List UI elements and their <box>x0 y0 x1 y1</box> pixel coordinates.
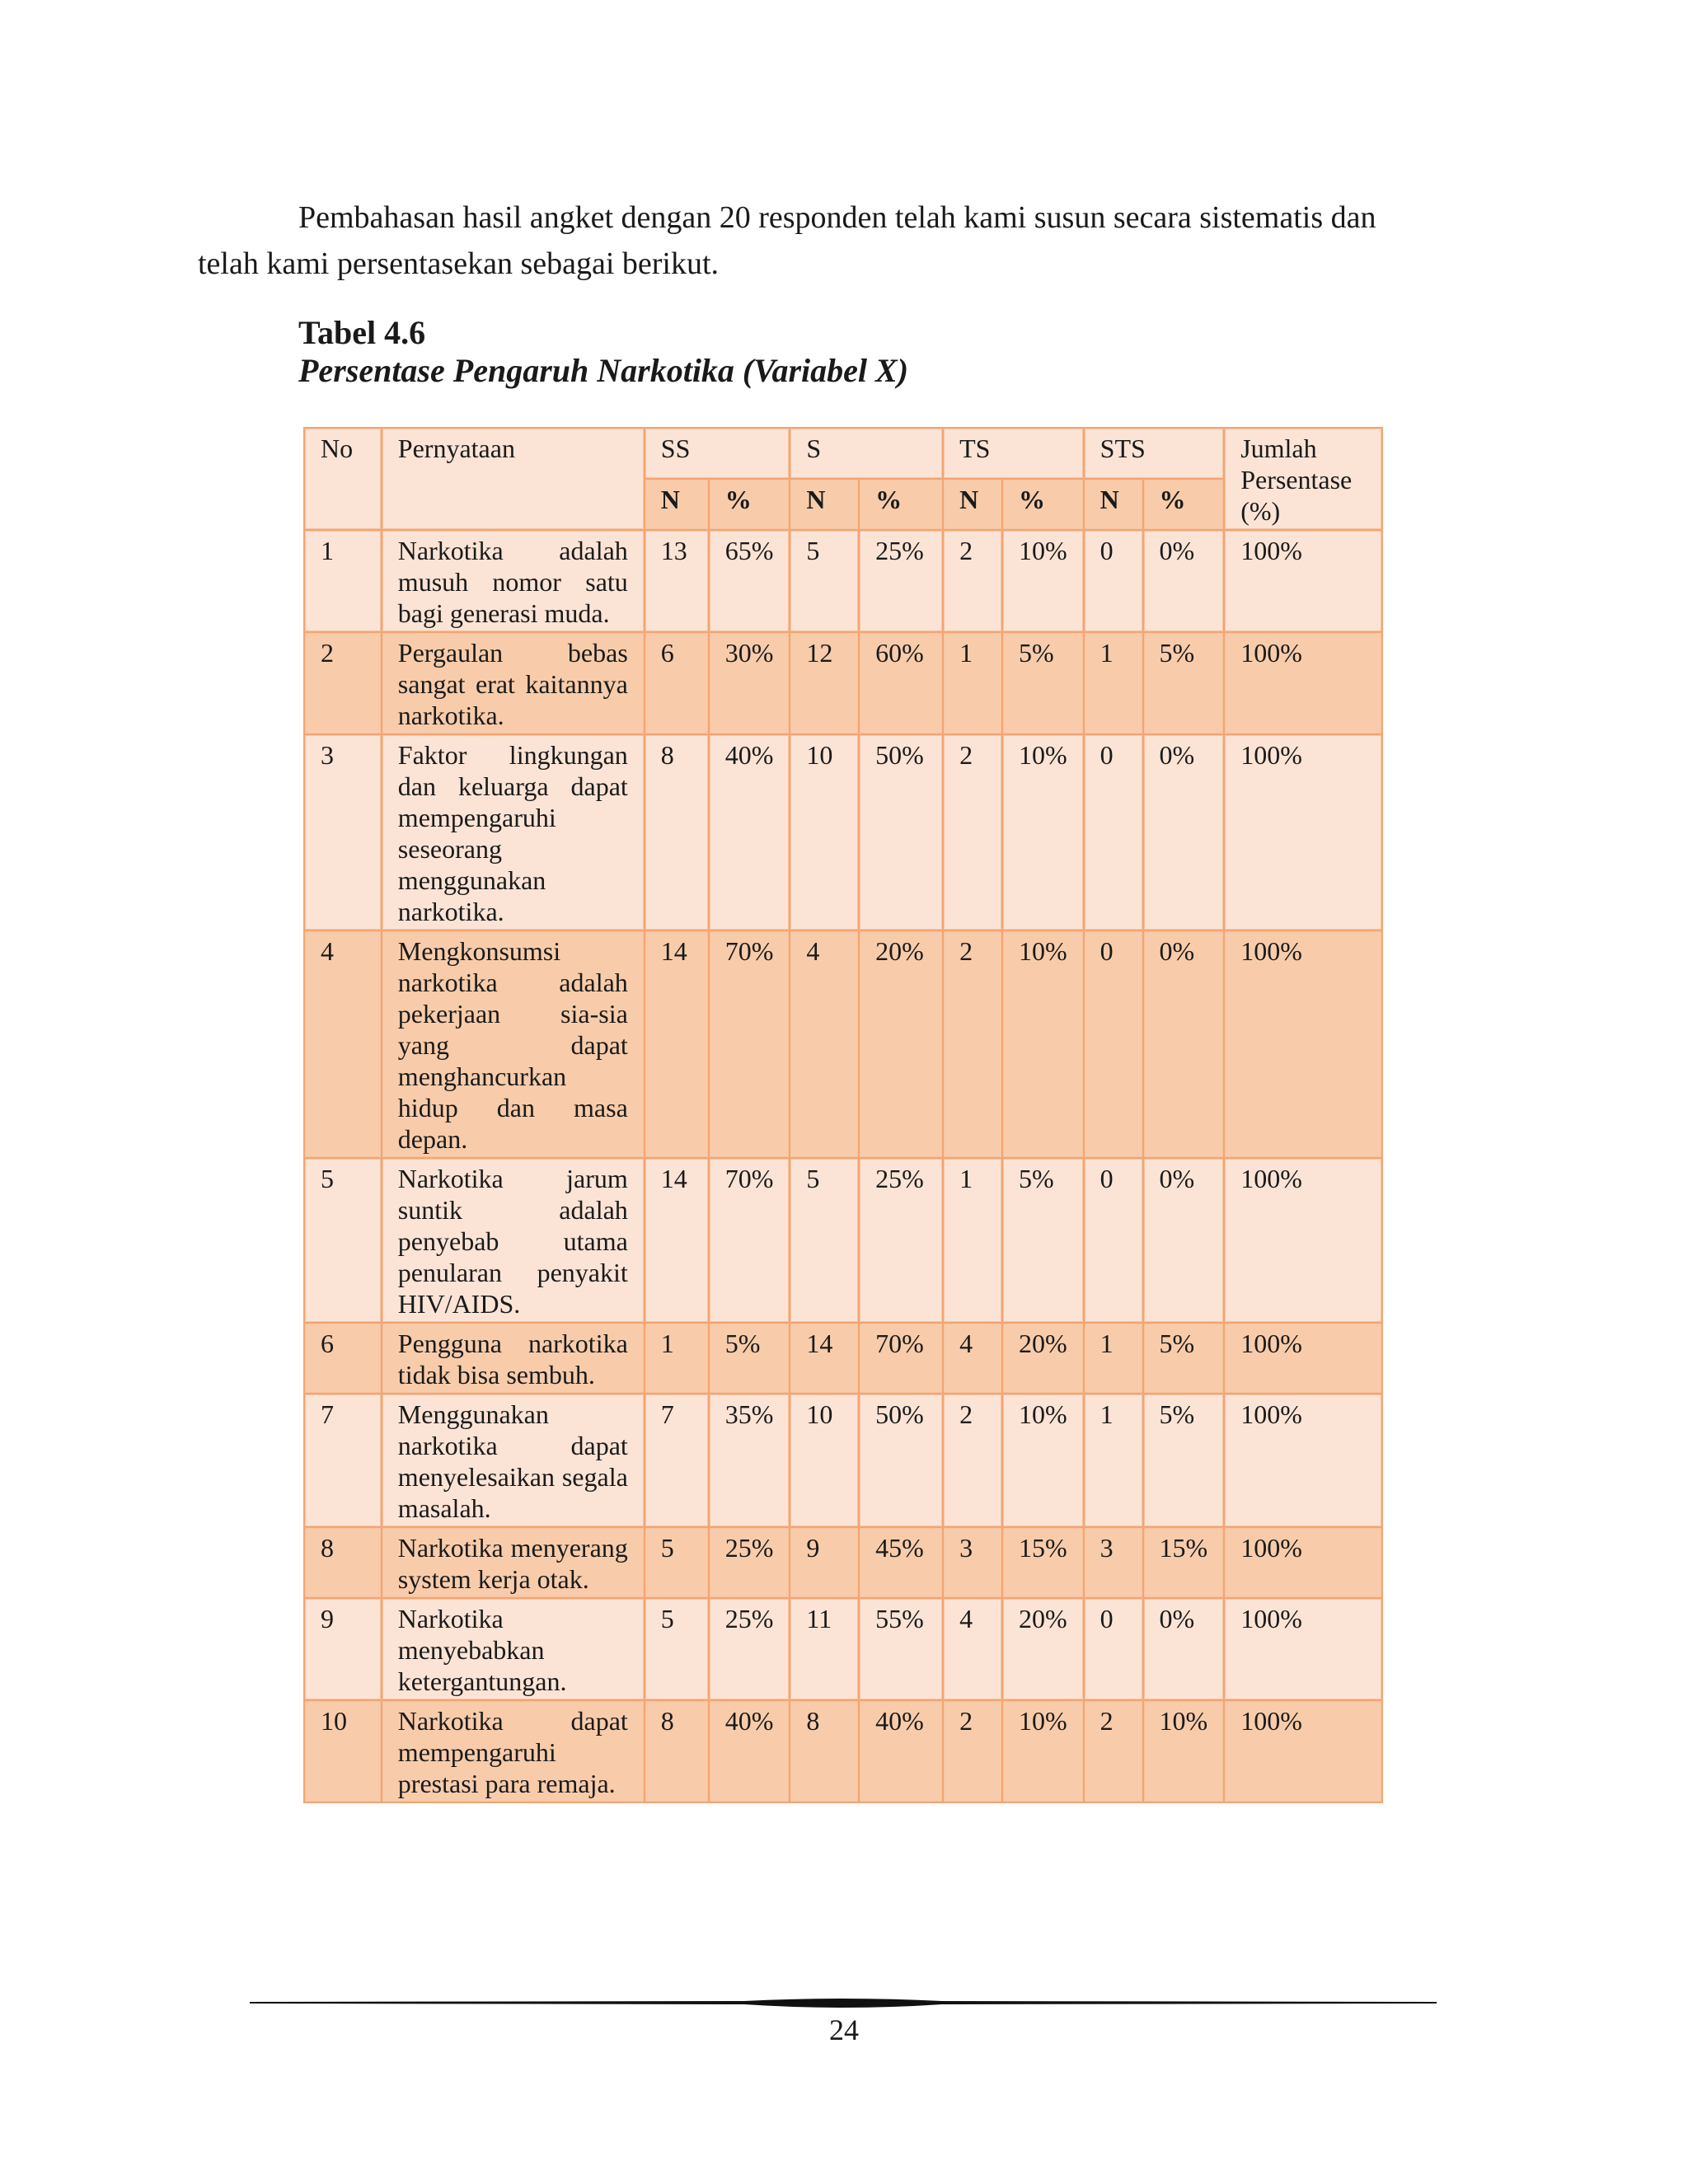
ss-n: 6 <box>645 633 708 733</box>
sts-percent: 15% <box>1144 1528 1224 1597</box>
row-total: 100% <box>1225 1599 1381 1699</box>
table-caption-subtitle: Persentase Pengaruh Narkotika (Variabel X) <box>298 352 909 389</box>
sts-percent: 5% <box>1144 633 1224 733</box>
ts-percent: 10% <box>1003 931 1083 1157</box>
row-statement: Narkotika menyebabkan ketergantungan. <box>382 1599 644 1699</box>
row-no: 4 <box>305 931 381 1157</box>
ss-n: 14 <box>645 931 708 1157</box>
sts-percent: 0% <box>1144 1599 1224 1699</box>
s-n: 14 <box>790 1324 858 1393</box>
ts-percent: 20% <box>1003 1599 1083 1699</box>
header-statement: Pernyataan <box>382 429 644 529</box>
header-group-ss: SS <box>645 429 790 478</box>
s-percent: 20% <box>860 931 942 1157</box>
ts-percent: 10% <box>1003 1394 1083 1526</box>
table-row <box>305 1394 1381 1526</box>
s-percent: 70% <box>860 1324 942 1393</box>
row-total: 100% <box>1225 735 1381 930</box>
table-header-row <box>305 429 1381 478</box>
s-n: 5 <box>790 1159 858 1322</box>
ts-n: 2 <box>944 531 1001 631</box>
sts-percent: 0% <box>1144 735 1224 930</box>
ts-n: 2 <box>944 1394 1001 1526</box>
table-body <box>305 429 1381 1802</box>
ss-n: 14 <box>645 1159 708 1322</box>
s-n: 10 <box>790 735 858 930</box>
table-row <box>305 931 1381 1157</box>
sts-n: 0 <box>1085 1599 1142 1699</box>
ss-n: 1 <box>645 1324 708 1393</box>
sts-n: 1 <box>1085 1324 1142 1393</box>
ts-n: 2 <box>944 1701 1001 1802</box>
sts-percent: 0% <box>1144 1159 1224 1322</box>
table-row <box>305 1159 1381 1322</box>
sts-n: 3 <box>1085 1528 1142 1597</box>
row-statement: Mengkonsumsi narkotika adalah pekerjaan sia-sia yang dapat menghancurkan hidup dan masa depan. <box>382 931 644 1157</box>
ss-percent: 30% <box>710 633 790 733</box>
table-row <box>305 1324 1381 1393</box>
s-percent: 50% <box>860 1394 942 1526</box>
sts-n: 1 <box>1085 1394 1142 1526</box>
ss-percent: 5% <box>710 1324 790 1393</box>
subheader-n: N <box>944 480 1001 529</box>
sts-n: 0 <box>1085 931 1142 1157</box>
s-percent: 25% <box>860 531 942 631</box>
sts-percent: 5% <box>1144 1394 1224 1526</box>
sts-percent: 0% <box>1144 931 1224 1157</box>
ss-percent: 25% <box>710 1528 790 1597</box>
sts-n: 0 <box>1085 1159 1142 1322</box>
sts-n: 0 <box>1085 531 1142 631</box>
row-statement: Menggunakan narkotika dapat menyelesaikan segala masalah. <box>382 1394 644 1526</box>
row-total: 100% <box>1225 633 1381 733</box>
row-total: 100% <box>1225 531 1381 631</box>
sts-percent: 0% <box>1144 531 1224 631</box>
s-n: 4 <box>790 931 858 1157</box>
ts-n: 1 <box>944 633 1001 733</box>
s-n: 11 <box>790 1599 858 1699</box>
row-statement: Narkotika menyerang system kerja otak. <box>382 1528 644 1597</box>
sts-n: 0 <box>1085 735 1142 930</box>
row-total: 100% <box>1225 1394 1381 1526</box>
ts-n: 2 <box>944 931 1001 1157</box>
sts-n: 1 <box>1085 633 1142 733</box>
s-percent: 55% <box>860 1599 942 1699</box>
intro-line-2: telah kami persentasekan sebagai berikut. <box>198 246 720 281</box>
ss-percent: 35% <box>710 1394 790 1526</box>
s-n: 12 <box>790 633 858 733</box>
header-no: No <box>305 429 381 529</box>
row-no: 10 <box>305 1701 381 1802</box>
row-total: 100% <box>1225 1701 1381 1802</box>
ts-n: 4 <box>944 1324 1001 1393</box>
subheader-percent: % <box>1144 480 1224 529</box>
row-no: 9 <box>305 1599 381 1699</box>
page-number: 24 <box>829 2013 859 2046</box>
row-statement: Pengguna narkotika tidak bisa sembuh. <box>382 1324 644 1393</box>
ts-percent: 5% <box>1003 1159 1083 1322</box>
s-percent: 40% <box>860 1701 942 1802</box>
header-group-sts: STS <box>1085 429 1224 478</box>
row-no: 7 <box>305 1394 381 1526</box>
subheader-n: N <box>645 480 708 529</box>
s-percent: 60% <box>860 633 942 733</box>
table-row <box>305 735 1381 930</box>
row-statement: Pergaulan bebas sangat erat kaitannya narkotika. <box>382 633 644 733</box>
row-statement: Narkotika adalah musuh nomor satu bagi generasi muda. <box>382 531 644 631</box>
ts-percent: 20% <box>1003 1324 1083 1393</box>
ss-n: 8 <box>645 735 708 930</box>
header-group-s: S <box>790 429 942 478</box>
table-row <box>305 531 1381 631</box>
ss-percent: 70% <box>710 931 790 1157</box>
header-total: Jumlah Persentase (%) <box>1225 429 1381 529</box>
ss-n: 7 <box>645 1394 708 1526</box>
table-caption-title: Tabel 4.6 <box>298 314 426 351</box>
row-total: 100% <box>1225 1528 1381 1597</box>
row-no: 8 <box>305 1528 381 1597</box>
table-row <box>305 1528 1381 1597</box>
sts-percent: 5% <box>1144 1324 1224 1393</box>
subheader-n: N <box>1085 480 1142 529</box>
ss-percent: 40% <box>710 735 790 930</box>
row-no: 2 <box>305 633 381 733</box>
row-no: 5 <box>305 1159 381 1322</box>
table-row <box>305 1701 1381 1802</box>
intro-paragraph <box>198 194 1492 287</box>
s-n: 10 <box>790 1394 858 1526</box>
row-no: 1 <box>305 531 381 631</box>
sts-percent: 10% <box>1144 1701 1224 1802</box>
percentage-table <box>303 427 1383 1803</box>
s-n: 9 <box>790 1528 858 1597</box>
row-statement: Narkotika jarum suntik adalah penyebab utama penularan penyakit HIV/AIDS. <box>382 1159 644 1322</box>
ts-percent: 5% <box>1003 633 1083 733</box>
row-total: 100% <box>1225 931 1381 1157</box>
ss-n: 13 <box>645 531 708 631</box>
row-statement: Narkotika dapat mempengaruhi prestasi para remaja. <box>382 1701 644 1802</box>
row-statement: Faktor lingkungan dan keluarga dapat mempengaruhi seseorang menggunakan narkotika. <box>382 735 644 930</box>
ss-percent: 40% <box>710 1701 790 1802</box>
subheader-percent: % <box>710 480 790 529</box>
ss-percent: 65% <box>710 531 790 631</box>
table-row <box>305 633 1381 733</box>
ts-n: 4 <box>944 1599 1001 1699</box>
ss-n: 5 <box>645 1599 708 1699</box>
table-row <box>305 1599 1381 1699</box>
row-no: 6 <box>305 1324 381 1393</box>
ts-n: 2 <box>944 735 1001 930</box>
header-group-ts: TS <box>944 429 1083 478</box>
subheader-percent: % <box>1003 480 1083 529</box>
sts-n: 2 <box>1085 1701 1142 1802</box>
s-n: 5 <box>790 531 858 631</box>
ts-percent: 15% <box>1003 1528 1083 1597</box>
s-percent: 25% <box>860 1159 942 1322</box>
ts-percent: 10% <box>1003 531 1083 631</box>
s-percent: 50% <box>860 735 942 930</box>
row-total: 100% <box>1225 1324 1381 1393</box>
subheader-percent: % <box>860 480 942 529</box>
row-total: 100% <box>1225 1159 1381 1322</box>
subheader-n: N <box>790 480 858 529</box>
s-n: 8 <box>790 1701 858 1802</box>
ss-percent: 25% <box>710 1599 790 1699</box>
ss-n: 5 <box>645 1528 708 1597</box>
footer-divider <box>250 1996 1437 2011</box>
ts-percent: 10% <box>1003 1701 1083 1802</box>
intro-line-1: Pembahasan hasil angket dengan 20 responden telah kami susun secara sistematis dan <box>298 200 1376 235</box>
ts-percent: 10% <box>1003 735 1083 930</box>
ts-n: 1 <box>944 1159 1001 1322</box>
s-percent: 45% <box>860 1528 942 1597</box>
ts-n: 3 <box>944 1528 1001 1597</box>
ss-percent: 70% <box>710 1159 790 1322</box>
row-no: 3 <box>305 735 381 930</box>
ss-n: 8 <box>645 1701 708 1802</box>
